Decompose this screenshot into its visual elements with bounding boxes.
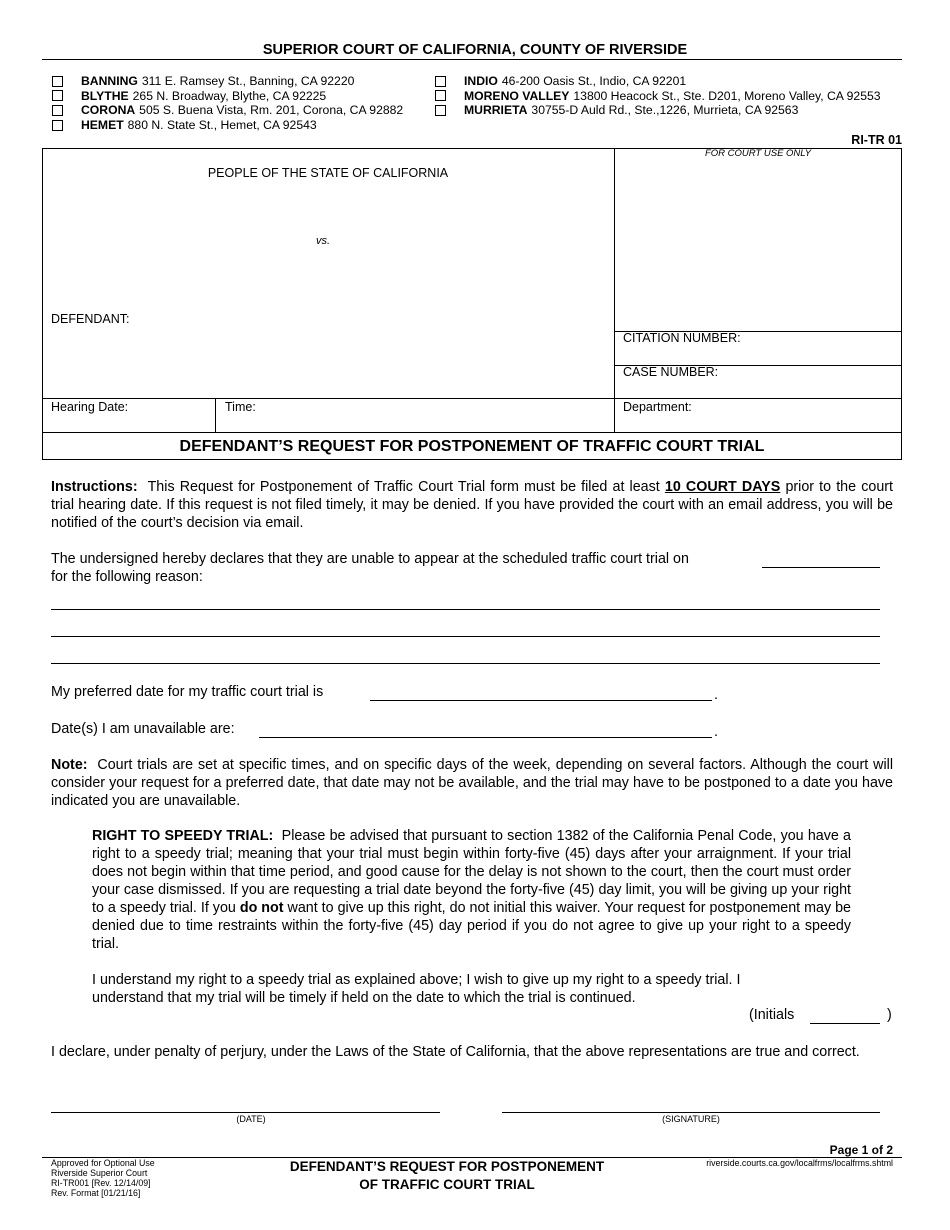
instructions-text-1: This Request for Postponement of Traffic Court Trial form must be filed at least	[147, 479, 660, 495]
location-option[interactable]	[52, 89, 403, 104]
reason-line-1[interactable]	[51, 609, 880, 610]
hearing-date-label: Hearing Date:	[51, 400, 129, 414]
note-label: Note:	[51, 757, 88, 773]
speedy-trial-paragraph	[92, 827, 851, 953]
court-title: SUPERIOR COURT OF CALIFORNIA, COUNTY OF RIVERSIDE	[262, 42, 688, 58]
footer-line: RI-TR001 [Rev. 12/14/09]	[51, 1178, 151, 1188]
location-address: 505 S. Buena Vista, Rm. 201, Corona, CA 92882	[139, 103, 404, 118]
initials-field[interactable]	[810, 1023, 880, 1024]
footer-form-title	[207, 1158, 687, 1194]
waiver-statement: I understand my right to a speedy trial as explained above; I wish to give up my right to a speedy trial. I understand that my trial will be timely if held on the date to which the trial is continued.	[92, 972, 741, 1006]
location-list-left	[52, 74, 403, 132]
instructions-text-2: prior to the court trial hearing date. If this request is not filed timely, it may be denied. If you have provided the court with an email address, you will be notified of the court’s decision via email.	[51, 479, 893, 531]
versus-label: vs.	[315, 235, 331, 247]
checkbox-indio[interactable]	[435, 76, 446, 87]
note-paragraph	[51, 756, 893, 810]
location-address: 265 N. Broadway, Blythe, CA 92225	[132, 88, 327, 103]
page-number: Page 1 of 2	[829, 1143, 893, 1157]
footer-url[interactable]: riverside.courts.ca.gov/localfrms/localfrms.shtml	[706, 1158, 893, 1168]
footer-line: Rev. Format [01/21/16]	[51, 1188, 141, 1198]
hearing-date-divider	[215, 398, 216, 433]
date-signature-field[interactable]	[51, 1112, 440, 1113]
location-option[interactable]	[52, 118, 403, 133]
footer-line: Approved for Optional Use	[51, 1158, 155, 1168]
reason-line-2[interactable]	[51, 636, 880, 637]
unavailable-dates-field[interactable]	[259, 737, 712, 738]
defendant-label: DEFENDANT:	[51, 312, 130, 326]
speedy-trial-text-2: want to give up this right, do not initial this waiver. Your request for postponement may be denied due to time restraints within the forty-five (45) day period if you do not agree to give up your right to a speedy trial.	[92, 900, 851, 952]
declaration-line-2: for the following reason:	[51, 569, 203, 585]
checkbox-banning[interactable]	[52, 76, 63, 87]
footer-approval-info	[51, 1158, 155, 1198]
initials-close: )	[887, 1007, 892, 1023]
unavailable-dates-label: Date(s) I am unavailable are:	[51, 721, 235, 737]
department-label: Department:	[623, 400, 692, 414]
checkbox-blythe[interactable]	[52, 90, 63, 101]
signature-label: (SIGNATURE)	[662, 1114, 720, 1124]
trial-date-field[interactable]	[762, 567, 880, 568]
citation-number-label: CITATION NUMBER:	[623, 331, 741, 345]
location-address: 13800 Heacock St., Ste. D201, Moreno Valley, CA 92553	[573, 88, 881, 103]
location-address: 311 E. Ramsey St., Banning, CA 92220	[141, 74, 355, 88]
checkbox-hemet[interactable]	[52, 120, 63, 131]
date-label: (DATE)	[236, 1114, 266, 1124]
note-text: Court trials are set at specific times, and on specific days of the week, depending on several factors. Although the court will consider your request for a preferred date, that date may not be available, and the trial may have to be postponed to a date you have indicated you are unavailable.	[51, 757, 893, 809]
preferred-date-period: .	[714, 687, 718, 703]
declaration-line-1: The undersigned hereby declares that they are unable to appear at the scheduled traffic court trial on	[51, 551, 689, 567]
court-use-only-label: FOR COURT USE ONLY	[704, 148, 812, 159]
speedy-trial-label: RIGHT TO SPEEDY TRIAL:	[92, 828, 274, 844]
signature-field[interactable]	[502, 1112, 880, 1113]
preferred-date-label: My preferred date for my traffic court trial is	[51, 684, 324, 700]
checkbox-corona[interactable]	[52, 105, 63, 116]
location-name: INDIO	[464, 74, 498, 88]
case-caption-box	[42, 148, 902, 433]
location-name: MORENO VALLEY	[464, 88, 570, 103]
location-name: HEMET	[81, 117, 124, 132]
checkbox-murrieta[interactable]	[435, 105, 446, 116]
location-name: CORONA	[81, 103, 136, 118]
do-not-emphasis: do not	[239, 900, 284, 916]
footer-title-line-1: DEFENDANT’S REQUEST FOR POSTPONEMENT	[289, 1159, 605, 1174]
footer-line: Riverside Superior Court	[51, 1168, 148, 1178]
location-address: 46-200 Oasis St., Indio, CA 92201	[501, 74, 687, 88]
location-option[interactable]	[52, 103, 403, 118]
title-divider	[42, 59, 902, 60]
preferred-date-field[interactable]	[370, 700, 712, 701]
court-days-emphasis: 10 COURT DAYS	[664, 479, 781, 495]
instructions-label: Instructions:	[51, 479, 138, 495]
location-name: MURRIETA	[464, 103, 528, 118]
footer-title-line-2: OF TRAFFIC COURT TRIAL	[359, 1177, 535, 1192]
location-address: 30755-D Auld Rd., Ste.,1226, Murrieta, CA 92563	[531, 103, 799, 118]
speedy-trial-text-1: Please be advised that pursuant to section 1382 of the California Penal Code, you have a right to a speedy trial; meaning that your trial must begin within forty-five (45) days after your arraignment. If your trial does not begin within that time period, and good cause for the delay is not shown to the court, then the court must order your case dismissed. If you are requesting a trial date beyond the forty-five (45) day limit, you will be giving up your right to a speedy trial. If you	[92, 828, 851, 916]
case-number-label: CASE NUMBER:	[623, 365, 719, 379]
location-name: BANNING	[81, 74, 138, 88]
caption-divider	[614, 148, 615, 433]
perjury-declaration: I declare, under penalty of perjury, under the Laws of the State of California, that the above representations are true and correct.	[51, 1044, 860, 1060]
people-label: PEOPLE OF THE STATE OF CALIFORNIA	[207, 166, 449, 180]
hearing-row-divider	[42, 398, 902, 399]
location-option[interactable]	[435, 89, 881, 104]
location-list-right	[435, 74, 881, 118]
location-option[interactable]	[435, 74, 881, 89]
initials-label: (Initials	[749, 1007, 795, 1023]
instructions-paragraph	[51, 478, 893, 532]
form-id: RI-TR 01	[851, 133, 902, 147]
unavailable-dates-period: .	[714, 724, 718, 740]
location-option[interactable]	[435, 103, 881, 118]
location-name: BLYTHE	[81, 88, 129, 103]
reason-line-3[interactable]	[51, 663, 880, 664]
location-option[interactable]	[52, 74, 403, 89]
time-label: Time:	[225, 400, 256, 414]
request-title: DEFENDANT’S REQUEST FOR POSTPONEMENT OF TRAFFIC COURT TRIAL	[42, 433, 902, 460]
checkbox-moreno-valley[interactable]	[435, 90, 446, 101]
location-address: 880 N. State St., Hemet, CA 92543	[127, 117, 317, 132]
